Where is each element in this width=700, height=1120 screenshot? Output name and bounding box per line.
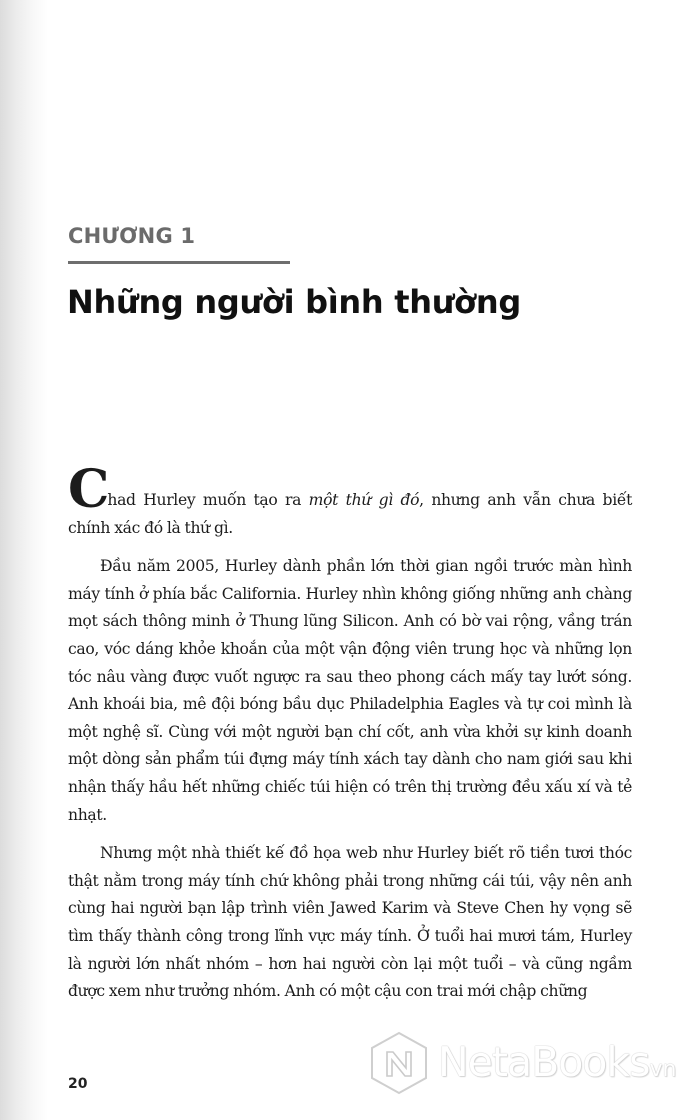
page-gutter-shadow	[0, 0, 48, 1120]
drop-cap: C	[68, 459, 106, 520]
paragraph-1	[68, 459, 632, 542]
chapter-title: Những người bình thường	[67, 283, 521, 321]
chapter-rule	[68, 261, 290, 264]
paragraph-1-italic: một thứ gì đó	[308, 491, 420, 509]
paragraph-1-text-start: had Hurley muốn tạo ra	[107, 491, 309, 509]
paragraph-1-text-end: , nhưng anh vẫn chưa biết chính xác đó là thứ gì.	[68, 491, 632, 537]
watermark-suffix: vn	[649, 1057, 677, 1082]
netabooks-logo-icon	[368, 1030, 430, 1096]
paragraph-3: Nhưng một nhà thiết kế đồ họa web như Hurley biết rõ tiền tươi thóc thật nằm trong máy tính chứ không phải trong những cái túi, vậy nên anh cùng hai người bạn lập trình viên Jawed Karim và Steve Chen hy vọng sẽ tìm thấy thành công trong lĩnh vực máy tính. Ở tuổi hai mươi tám, Hurley là người lớn nhất nhóm – hơn hai người còn lại một tuổi – và cũng ngầm được xem như trưởng nhóm. Anh có một cậu con trai mới chập chững	[68, 844, 632, 1001]
watermark-text	[438, 1038, 676, 1086]
watermark	[362, 1028, 692, 1098]
paragraph-2: Đầu năm 2005, Hurley dành phần lớn thời gian ngồi trước màn hình máy tính ở phía bắc California. Hurley nhìn không giống những anh chàng mọt sách thông minh ở Thung lũng Silicon. Anh có bờ vai rộng, vầng trán cao, vóc dáng khỏe khoắn của một vận động viên trung học và những lọn tóc nâu vàng được vuốt ngược ra sau theo phong cách mấy tay lướt sóng. Anh khoái bia, mê đội bóng bầu dục Philadelphia Eagles và tự coi mình là một nghệ sĩ. Cùng với một người bạn chí cốt, anh vừa khởi sự kinh doanh một dòng sản phẩm túi đựng máy tính xách tay dành cho nam giới sau khi nhận thấy hầu hết những chiếc túi hiện có trên thị trường đều xấu xí và tẻ nhạt.	[68, 557, 632, 824]
body-text	[68, 459, 632, 1006]
chapter-label: CHƯƠNG 1	[68, 224, 196, 248]
watermark-brand: NetaBooks	[438, 1038, 650, 1086]
page-number: 20	[68, 1076, 88, 1092]
